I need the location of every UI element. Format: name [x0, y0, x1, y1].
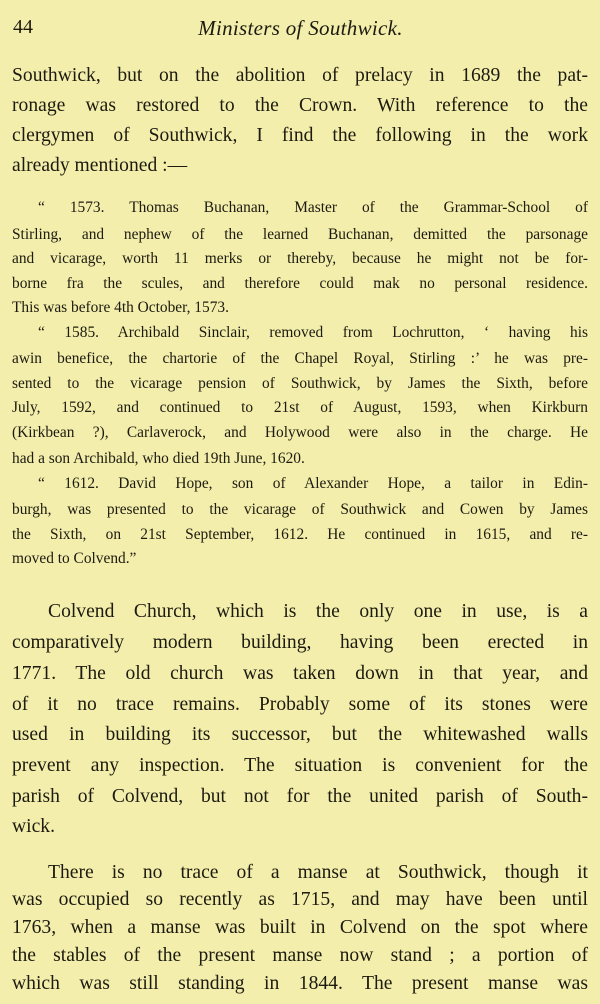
text-line: wick.	[12, 816, 55, 837]
quotation-line: (Kirkbean ?), Carlaverock, and Holywood were also in the charge. He	[12, 424, 588, 441]
quotation-line: had a son Archibald, who died 19th June, 1620.	[12, 450, 305, 467]
quotation-line: sented to the vicarage pension of Southwick, by James the Sixth, before	[12, 375, 588, 392]
text-line: was occupied so recently as 1715, and may have been until	[12, 889, 588, 910]
quotation-line: “ 1573. Thomas Buchanan, Master of the Grammar-School of	[38, 199, 588, 216]
text-line: the stables of the present manse now stand ; a portion of	[12, 945, 588, 966]
text-line: Southwick, but on the abolition of prelacy in 1689 the pat-	[12, 65, 588, 86]
text-line: already mentioned :—	[12, 155, 188, 176]
text-line: Colvend Church, which is the only one in use, is a	[48, 601, 588, 622]
quotation-line: burgh, was presented to the vicarage of Southwick and Cowen by James	[12, 501, 588, 518]
text-line: ronage was restored to the Crown. With reference to the	[12, 95, 588, 116]
page-header	[13, 16, 588, 46]
quotation-line: awin benefice, the chartorie of the Chapel Royal, Stirling :’ he was pre-	[12, 350, 588, 367]
text-line: prevent any inspection. The situation is convenient for the	[12, 755, 588, 776]
text-line: 1763, when a manse was built in Colvend on the spot where	[12, 917, 588, 938]
text-line: 1771. The old church was taken down in that year, and	[12, 663, 588, 684]
quotation-line: Stirling, and nephew of the learned Buchanan, demitted the parsonage	[12, 226, 588, 243]
quotation-line: and vicarage, worth 11 merks or thereby, because he might not be for-	[12, 250, 588, 267]
text-line: clergymen of Southwick, I find the following in the work	[12, 125, 588, 146]
page-number: 44	[13, 16, 33, 38]
text-line: There is no trace of a manse at Southwick, though it	[48, 862, 588, 883]
quotation-line: borne fra the scules, and therefore could mak no personal residence.	[12, 275, 588, 292]
quotation-line: “ 1585. Archibald Sinclair, removed from Lochrutton, ‘ having his	[38, 324, 588, 341]
quotation-line: July, 1592, and continued to 21st of August, 1593, when Kirkburn	[12, 399, 588, 416]
quotation-line: moved to Colvend.”	[12, 550, 137, 567]
running-title: Ministers of Southwick.	[198, 16, 403, 40]
text-line: used in building its successor, but the whitewashed walls	[12, 724, 588, 745]
quotation-line: This was before 4th October, 1573.	[12, 299, 229, 316]
text-line: comparatively modern building, having been erected in	[12, 632, 588, 653]
text-line: which was still standing in 1844. The present manse was	[12, 973, 588, 994]
text-line: parish of Colvend, but not for the united parish of South-	[12, 786, 588, 807]
quotation-line: “ 1612. David Hope, son of Alexander Hope, a tailor in Edin-	[38, 475, 588, 492]
text-line: of it no trace remains. Probably some of its stones were	[12, 694, 588, 715]
quotation-line: the Sixth, on 21st September, 1612. He continued in 1615, and re-	[12, 526, 588, 543]
